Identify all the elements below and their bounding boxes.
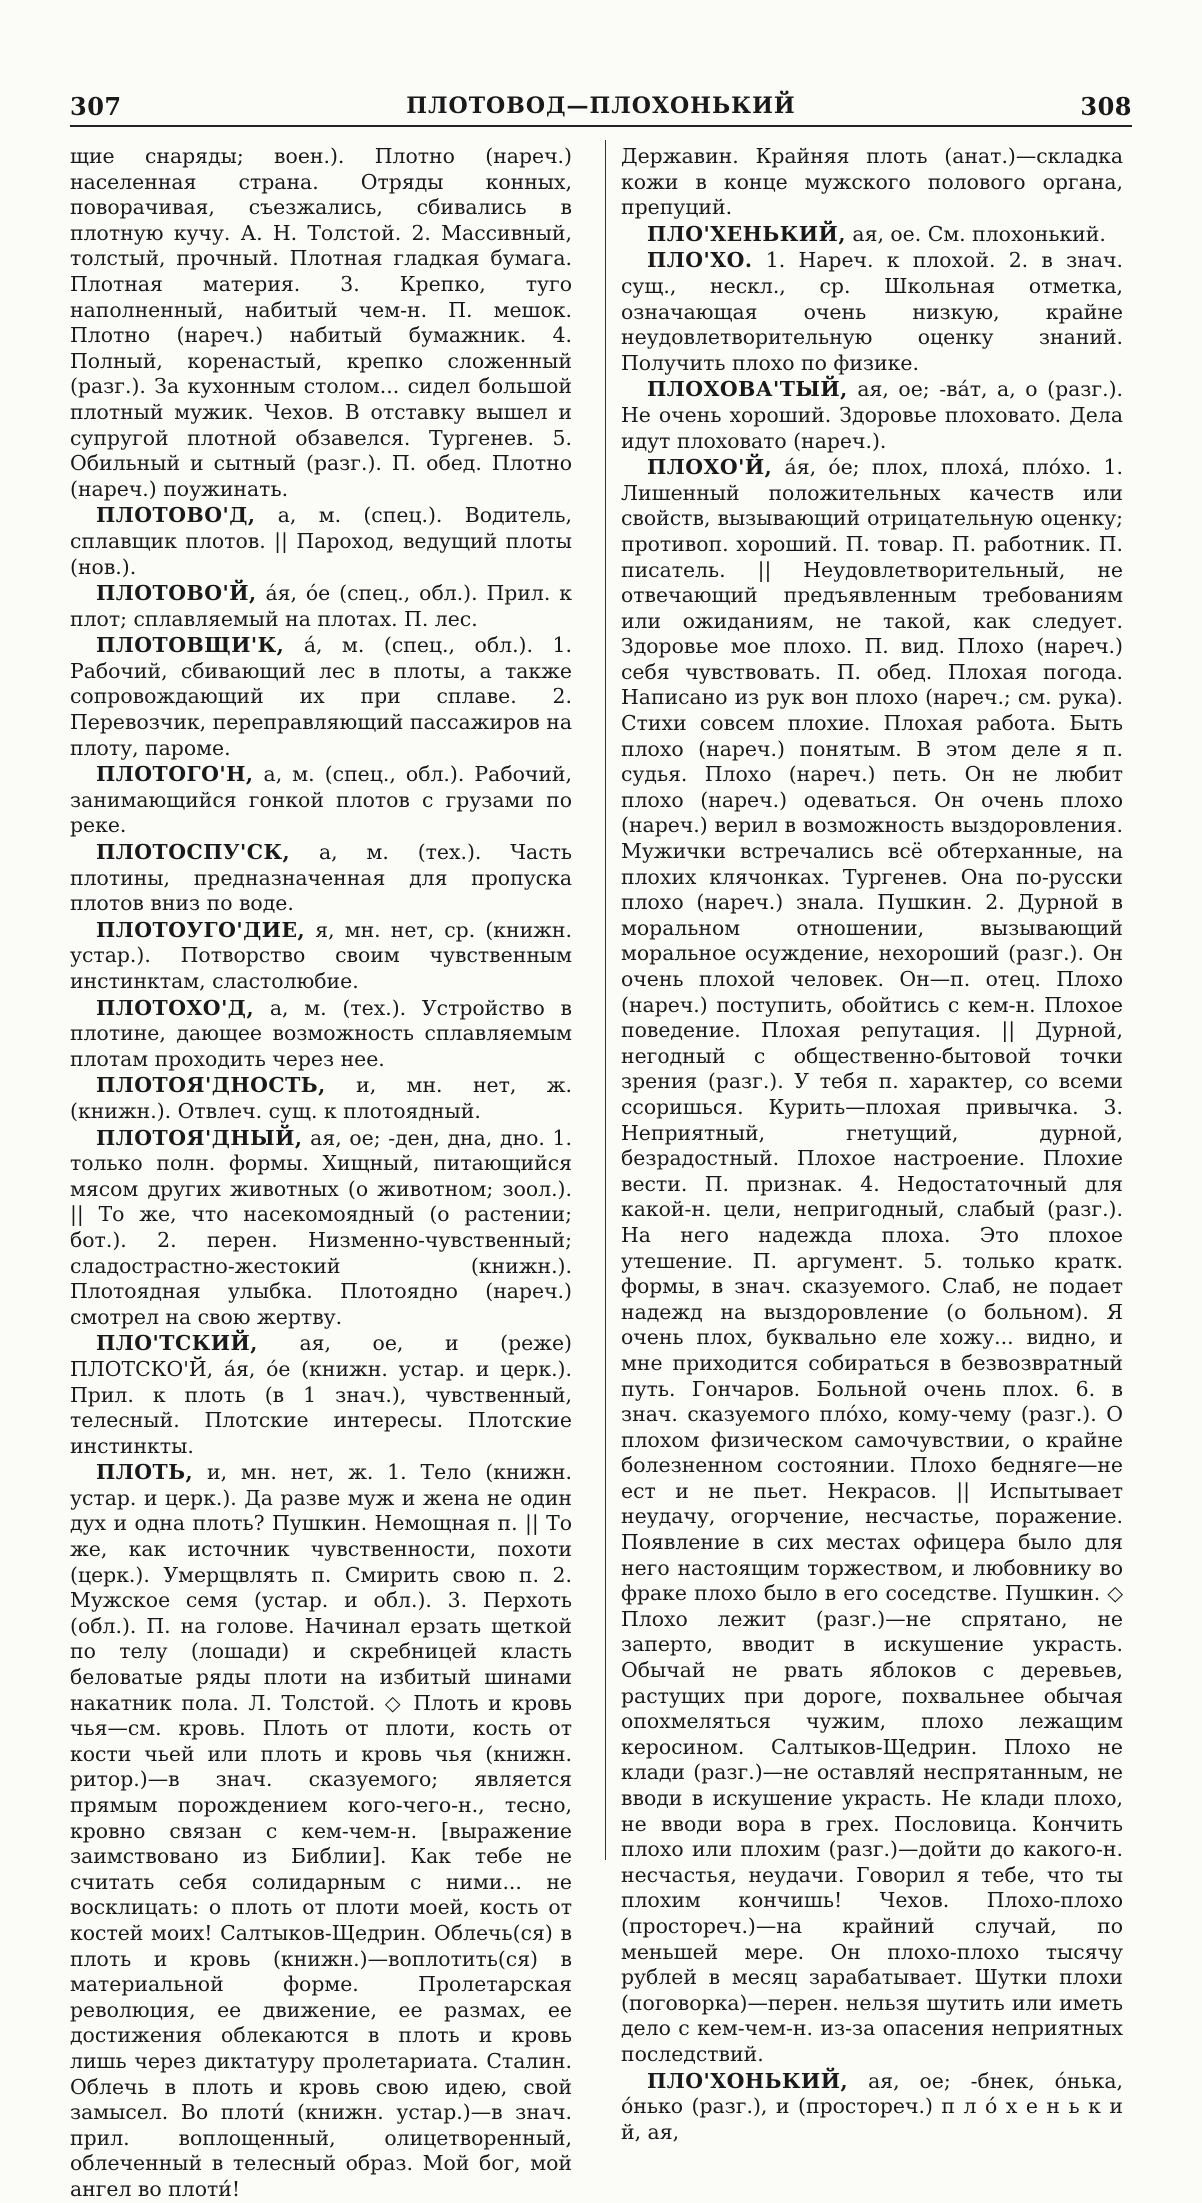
entry-text: ая, ое. См. плохонький. — [852, 221, 1106, 246]
dictionary-entry — [70, 633, 572, 761]
entry-text: ая, ое; -ва́т, а, о (разг.). Не очень хороший. Здоровье плоховато. Дела идут плоховато (нареч.). — [621, 377, 1123, 453]
page-header — [70, 88, 1132, 124]
entry-headword: ПЛОХОВА'ТЫЙ, — [647, 377, 848, 402]
dictionary-entry — [70, 1331, 572, 1459]
entry-text: ая, ое; -ден, дна, дно. 1. только полн. формы. Хищный, питающийся мясом других животных (о животном; зоол.). || То же, что насекомоядный (о растении; бот.). 2. перен. Низменно-чувственный; сладострастно-жестокий (книжн.). Плотоядная улыбка. Плотоядно (нареч.) смотрел на свою жертву. — [70, 1125, 572, 1329]
running-title: ПЛОТОВОД—ПЛОХОНЬКИЙ — [406, 93, 796, 119]
dictionary-entry — [70, 996, 572, 1073]
entry-headword: ПЛОТОВО'Й, — [96, 581, 257, 606]
entry-headword: ПЛОТОВО'Д, — [96, 503, 256, 528]
page-number-right: 308 — [1080, 91, 1132, 121]
dictionary-entry — [621, 248, 1123, 376]
dictionary-entry — [621, 455, 1123, 2067]
dictionary-entry — [621, 144, 1123, 221]
column-divider — [605, 140, 606, 1860]
entry-text: ая, ое, и (реже) ПЛОТСКО'Й, а́я, о́е (книжн. устар. и церк.). Прил. к плоть (в 1 знач.), чувственный, телесный. Плотские интересы. Плотские инстинкты. — [70, 1331, 573, 1458]
entry-headword: ПЛОТОХО'Д, — [96, 995, 255, 1020]
entry-text: Державин. Крайняя плоть (анат.)—складка кожи в конце мужского полового органа, препуций. — [621, 144, 1123, 220]
dictionary-entry — [70, 840, 572, 917]
right-column — [621, 144, 1124, 2144]
dictionary-entry — [70, 1073, 572, 1124]
entry-headword: ПЛОТОЯ'ДНЫЙ, — [96, 1125, 303, 1150]
entry-headword: ПЛОХО'Й, — [647, 455, 773, 480]
entry-text: и, мн. нет, ж. (книжн.). Отвлеч. сущ. к плотоядный. — [70, 1073, 573, 1123]
entry-headword: ПЛОТОУГО'ДИЕ, — [96, 917, 306, 942]
entry-text: а, м. (тех.). Часть плотины, предназначенная для пропуска плотов вниз по воде. — [70, 840, 572, 916]
dictionary-entry — [70, 503, 572, 580]
left-column — [70, 144, 573, 2201]
dictionary-entry — [621, 2069, 1123, 2146]
entry-headword: ПЛО'ХОНЬКИЙ, — [647, 2068, 849, 2093]
dictionary-entry — [70, 144, 572, 502]
entry-text: щие снаряды; воен.). Плотно (нареч.) населенная страна. Отряды конных, поворачивая, съезжались, сбивались в плотную кучу. А. Н. Толстой. 2. Массивный, толстый, прочный. Плотная гладкая бумага. Плотная материя. 3. Крепко, туго наполненный, набитый чем-н. П. мешок. Плотно (нареч.) набитый бумажник. 4. Полный, коренастый, крепко сложенный (разг.). За кухонным столом... сидел большой плотный мужик. Чехов. В отставку вышел и супругой плотной обзавелся. Тургенев. 5. Обильный и сытный (разг.). П. обед. Плотно (нареч.) поужинать. — [70, 144, 572, 501]
entry-text: и, мн. нет, ж. 1. Тело (книжн. устар. и церк.). Да разве муж и жена не один дух и одна плоть? Пушкин. Немощная п. || То же, как источник чувственности, похоти (церк.). Умерщвлять п. Смирить свою п. 2. Мужское семя (устар. и обл.). 3. Перхоть (обл.). П. на голове. Начинал ерзать щеткой по телу (лошади) и скребницей класть беловатые ряды плоти на избитый шинами накатник пола. Л. Толстой. ◇ Плоть и кровь чья—см. кровь. Плоть от плоти, кость от кости чьей или плоть и кровь чья (книжн. ритор.)—в знач. сказуемого; является прямым порождением кого-чего-н., тесно, кровно связан с кем-чем-н. [выражение заимствовано из Библии]. Как тебе не считать себя солидарным с ними... не восклицать: о плоть от плоти моей, кость от костей моих! Салтыков-Щедрин. Облечь(ся) в плоть и кровь (книжн.)—воплотить(ся) в материальной форме. Пролетарская революция, ее движение, ее размах, ее достижения облекаются в плоть и кровь лишь через диктатуру пролетариата. Сталин. Облечь в плоть и кровь свою идею, свой замысел. Во плоти́ (книжн. устар.)—в знач. прил. воплощенный, олицетворенный, облеченный в телесный образ. Мой бог, мой ангел во плоти́! — [70, 1460, 572, 2201]
entry-text: а́, м. (спец., обл.). 1. Рабочий, сбивающий лес в плоты, а также сопровождающий их при сплаве. 2. Перевозчик, переправляющий пассажиров на плоту, пароме. — [70, 633, 572, 760]
dictionary-entry — [70, 762, 572, 839]
dictionary-entry — [70, 581, 572, 632]
entry-text: я, мн. нет, ср. (книжн. устар.). Потворство своим чувственным инстинктам, сластолюбие. — [70, 917, 573, 993]
entry-text: ая, ое; -бнек, о́нька, о́нько (разг.), и (простореч.) п л о́ х е н ь к и й, ая, — [621, 2068, 1124, 2144]
entry-text: а, м. (тех.). Устройство в плотине, дающее возможность сплавляемым плотам проходить через нее. — [70, 995, 573, 1071]
entry-text: 1. Нареч. к плохой. 2. в знач. сущ., нескл., ср. Школьная отметка, означающая очень низкую, крайне неудовлетворительную оценку знаний. Получить плохо по физике. — [621, 248, 1123, 375]
header-rule — [70, 125, 1132, 127]
dictionary-entry — [70, 918, 572, 995]
entry-text: а́я, о́е; плох, плоха́, пло́хо. 1. Лишенный положительных качеств или свойств, вызывающий отрицательную оценку; противоп. хороший. П. товар. П. работник. П. писатель. || Неудовлетворительный, не отвечающий предъявленным требованиям или ожиданиям, не такой, как следует. Здоровье мое плохо. П. вид. Плохо (нареч.) себя чувствовать. П. обед. Плохая погода. Написано из рук вон плохо (нареч.; см. рука). Стихи совсем плохие. Плохая работа. Быть плохо (нареч.) понятым. В этом деле я п. судья. Плохо (нареч.) петь. Он не любит плохо (нареч.) одеваться. Он очень плохо (нареч.) верил в возможность выздоровления. Мужички встречались всё обтерханные, на плохих клячонках. Тургенев. Она по-русски плохо (нареч.) знала. Пушкин. 2. Дурной в моральном отношении, вызывающий моральное осуждение, нехороший (разг.). Он очень плохой человек. Он—п. отец. Плохо (нареч.) поступить, обойтись с кем-н. Плохое поведение. Плохая репутация. || Дурной, негодный с общественно-бытовой точки зрения (разг.). У тебя п. характер, со всеми ссоришься. Курить—плохая привычка. 3. Неприятный, гнетущий, дурной, безрадостный. Плохое настроение. Плохие вести. П. признак. 4. Недостаточный для какой-н. цели, непригодный, слабый (разг.). На него надежда плоха. Это плохое утешение. П. аргумент. 5. только кратк. формы, в знач. сказуемого. Слаб, не подает надежд на выздоровление (о больном). Я очень плох, буквально еле хожу... видно, и мне приходится собираться в безвозвратный путь. Гончаров. Больной очень плох. 6. в знач. сказуемого пло́хо, кому-чему (разг.). О плохом физическом самочувствии, о крайне болезненном состоянии. Плохо бедняге—не ест и не пьет. Некрасов. || Испытывает неудачу, огорчение, несчастье, поражение. Появление в сих местах офицера было для него настоящим торжеством, и любовнику во фраке плохо было в его соседстве. Пушкин. ◇ Плохо лежит (разг.)—не спрятано, не заперто, вводит в искушение украсть. Обычай не рвать яблоков с деревьев, растущих при дороге, похвальнее обычая опохмеляться чужим, плохо лежащим керосином. Салтыков-Щедрин. Плохо не клади (разг.)—не оставляй неспрятанным, не вводи в искушение украсть. Не клади плохо, не вводи вора в грех. Пословица. Кончить плохо или плохим (разг.)—дойти до какого-н. несчастья, неудачи. Говорил я тебе, что ты плохим кончишь! Чехов. Плохо-плохо (простореч.)—на крайний случай, по меньшей мере. Он плохо-плохо тысячу рублей в месяц зарабатывает. Шутки плохи (поговорка)—перен. нельзя шутить или иметь дело с кем-чем-н. из-за опасения неприятных последствий. — [621, 455, 1123, 2066]
entry-text: а, м. (спец.). Водитель, сплавщик плотов. || Пароход, ведущий плоты (нов.). — [70, 503, 573, 579]
dictionary-entry — [621, 222, 1123, 248]
dictionary-entry — [70, 1460, 572, 2202]
entry-headword: ПЛО'ХЕНЬКИЙ, — [647, 221, 846, 246]
entry-headword: ПЛОТОСПУ'СК, — [96, 840, 291, 865]
entry-headword: ПЛОТОЯ'ДНОСТЬ, — [96, 1073, 326, 1098]
dictionary-entry — [621, 377, 1123, 454]
entry-headword: ПЛОТОВЩИ'К, — [96, 633, 285, 658]
entry-headword: ПЛОТЬ, — [96, 1460, 194, 1485]
entry-headword: ПЛО'ТСКИЙ, — [96, 1331, 258, 1356]
dictionary-entry — [70, 1126, 572, 1331]
entry-headword: ПЛО'ХО. — [647, 248, 753, 273]
entry-text: а, м. (спец., обл.). Рабочий, занимающийся гонкой плотов с грузами по реке. — [70, 762, 573, 838]
page-number-left: 307 — [70, 91, 122, 121]
entry-text: а́я, о́е (спец., обл.). Прил. к плот; сплавляемый на плотах. П. лес. — [70, 581, 572, 631]
entry-headword: ПЛОТОГО'Н, — [96, 762, 254, 787]
